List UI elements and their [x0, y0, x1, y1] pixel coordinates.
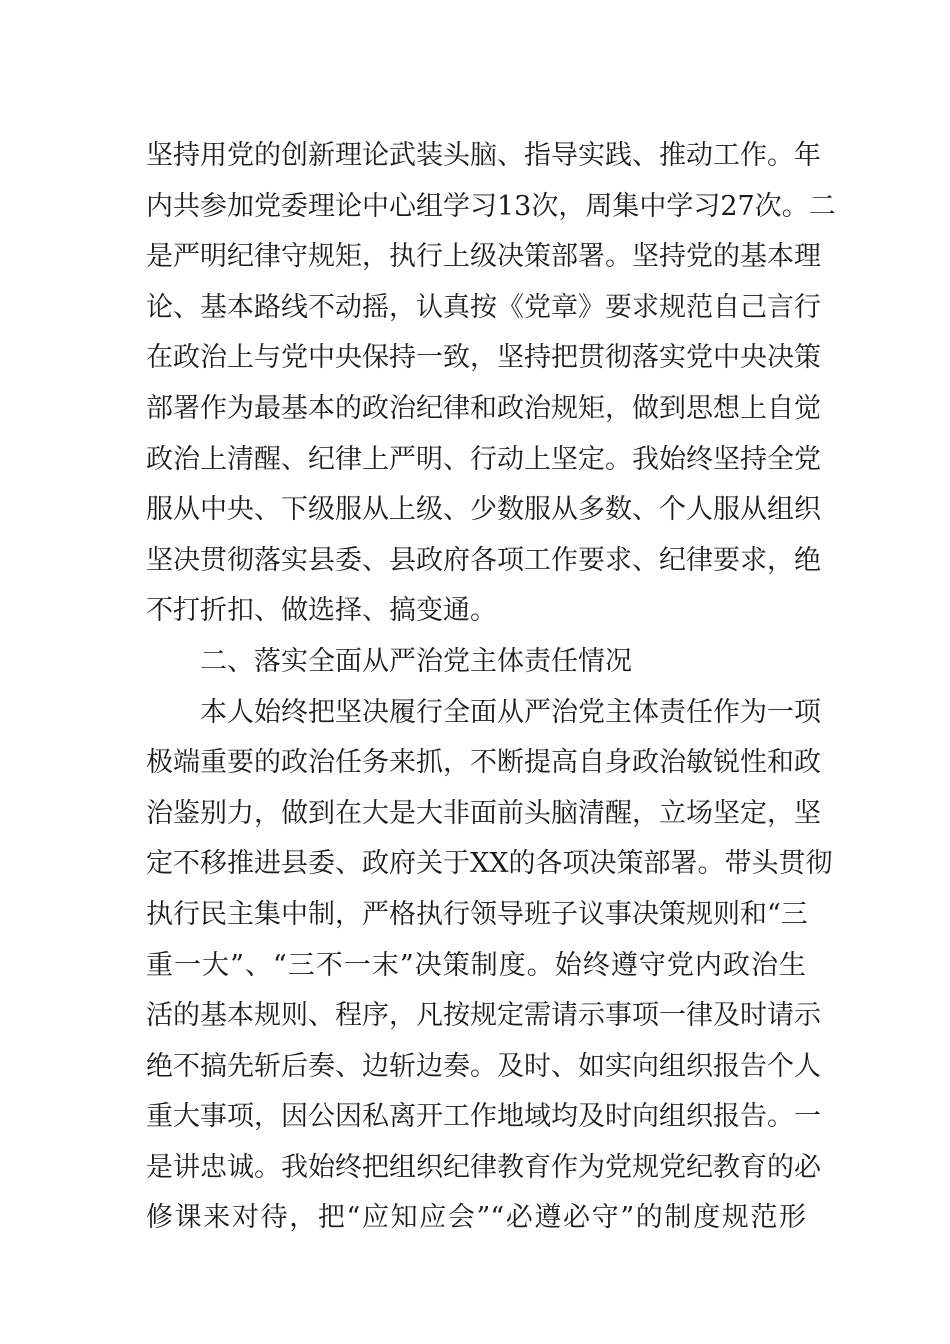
text-line: 执行民主集中制，严格执行领导班子议事决策规则和“三: [146, 898, 808, 930]
document-body: [146, 131, 836, 1244]
text-line: 论、基本路线不动摇，认真按《党章》要求规范自己言行: [146, 291, 821, 323]
text-line: 绝不搞先斩后奏、边斩边奏。及时、如实向组织报告个人: [146, 1050, 821, 1082]
text-line: 活的基本规则、程序，凡按规定需请示事项一律及时请示: [146, 1000, 821, 1032]
text-line: 定不移推进县委、政府关于XX的各项决策部署。带头贯彻: [146, 848, 833, 880]
text-line: 极端重要的政治任务来抓，不断提高自身政治敏锐性和政: [146, 747, 821, 779]
text-line: 重一大”、“三不一末”决策制度。始终遵守党内政治生: [146, 949, 806, 981]
text-line: 坚持用党的创新理论武装头脑、指导实践、推动工作。年: [146, 140, 821, 171]
section-heading: 二、落实全面从严治党主体责任情况: [200, 645, 632, 677]
text-line: 政治上清醒、纪律上严明、行动上坚定。我始终坚持全党: [146, 443, 821, 475]
text-line: 治鉴别力，做到在大是大非面前头脑清醒，立场坚定，坚: [146, 797, 821, 829]
text-line: 重大事项，因公因私离开工作地域均及时向组织报告。一: [146, 1101, 821, 1133]
paragraph-first-line: 本人始终把坚决履行全面从严治党主体责任作为一项: [200, 696, 821, 728]
text-line: 服从中央、下级服从上级、少数服从多数、个人服从组织: [146, 494, 821, 526]
text-line: 在政治上与党中央保持一致，坚持把贯彻落实党中央决策: [146, 342, 821, 374]
text-line: 是讲忠诚。我始终把组织纪律教育作为党规党纪教育的必: [146, 1151, 821, 1183]
paragraph-last-line: 不打折扣、做选择、搞变通。: [146, 595, 497, 627]
text-line: 坚决贯彻落实县委、县政府各项工作要求、纪律要求，绝: [146, 544, 821, 576]
text-line: 部署作为最基本的政治纪律和政治规矩，做到思想上自觉: [146, 392, 821, 424]
text-line: 修课来对待，把“应知应会”“必遵必守”的制度规范形: [146, 1202, 806, 1234]
text-line: 是严明纪律守规矩，执行上级决策部署。坚持党的基本理: [146, 241, 821, 273]
text-line: 内共参加党委理论中心组学习13次，周集中学习27次。二: [146, 190, 836, 222]
